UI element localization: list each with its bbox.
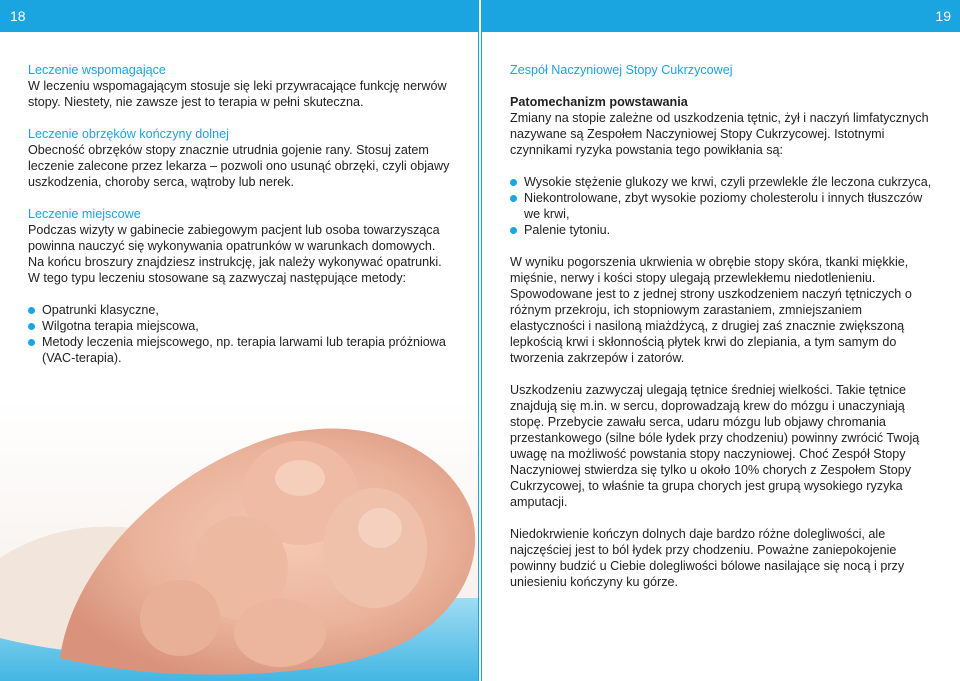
section-heading-swelling: Leczenie obrzęków kończyny dolnej bbox=[28, 127, 229, 141]
list-item: Wilgotna terapia miejscowa, bbox=[28, 318, 452, 334]
list-item: Wysokie stężenie glukozy we krwi, czyli przewlekle źle leczona cukrzyca, bbox=[510, 174, 934, 190]
list-item: Palenie tytoniu. bbox=[510, 222, 934, 238]
page-title: Zespół Naczyniowej Stopy Cukrzycowej bbox=[510, 63, 733, 77]
paragraph-1: W wyniku pogorszenia ukrwienia w obrębie stopy skóra, tkanki miękkie, mięśnie, nerwy i kości stopy ulegają przewlekłemu niedotlenieniu. Spowodowane jest to z jednej strony uszkodzeniem naczyń tętniczych o różnym przekroju, ich stopniowym zarastaniem, zmniejszaniem elastyczności i nasiloną miażdżycą, z drugiej zaś znacznie zwiększoną lepkością krwi i skłonnością płytek krwi do zlepiania, a tym samym do tworzenia zakrzepów i zatorów. bbox=[510, 255, 912, 365]
paragraph-3: Niedokrwienie kończyn dolnych daje bardzo różne dolegliwości, ale najczęściej jest to ból łydek przy chodzeniu. Poważne zaniepokojenie powinny budzić u Ciebie dolegliwości bólowe nasilające się nocą i przy uniesieniu kończyny ku górze. bbox=[510, 527, 905, 589]
section-heading-local: Leczenie miejscowe bbox=[28, 207, 141, 221]
intro-text: Zmiany na stopie zależne od uszkodzenia tętnic, żył i naczyń limfatycznych nazywane są Zespołem Naczyniowej Stopy Cukrzycowej. Istotnymi czynnikami ryzyka powstania tego powikłania są: bbox=[510, 111, 929, 157]
methods-list bbox=[28, 302, 452, 366]
section-text-supportive: W leczeniu wspomagającym stosuje się leki przywracające funkcję nerwów stopy. Niestety, nie zawsze jest to terapia w pełni skuteczna. bbox=[28, 79, 447, 109]
right-page bbox=[481, 0, 960, 681]
list-item: Metody leczenia miejscowego, np. terapia larwami lub terapia próżniowa (VAC-terapia). bbox=[28, 334, 452, 366]
left-page bbox=[0, 0, 479, 681]
list-item: Niekontrolowane, zbyt wysokie poziomy cholesterolu i innych tłuszczów we krwi, bbox=[510, 190, 934, 222]
right-page-number: 19 bbox=[935, 8, 951, 24]
risk-factors-list bbox=[510, 174, 934, 238]
right-page-body bbox=[510, 62, 934, 590]
left-page-number: 18 bbox=[10, 8, 26, 24]
right-page-header-bar bbox=[482, 0, 960, 32]
paragraph-2: Uszkodzeniu zazwyczaj ulegają tętnice średniej wielkości. Takie tętnice znajdują się m.in. w sercu, doprowadzają krew do mózgu i unaczyniają stopę. Przebycie zawału serca, udaru mózgu lub objawy chromania przestankowego (silne bóle łydek przy chodzeniu) powinny zwrócić Twoją uwagę na możliwość powstania stopy naczyniowej. Choć Zespół Stopy Naczyniowej stwierdza się tylko u około 10% chorych z Zespołem Stopy Cukrzycowej, to właśnie ta grupa chorych jest grupą wysokiego ryzyka amputacji. bbox=[510, 383, 920, 509]
left-page-header-bar bbox=[0, 0, 478, 32]
section-text-swelling: Obecność obrzęków stopy znacznie utrudnia gojenie rany. Stosuj zatem leczenie zalecone przez lekarza – pozwoli ono usunąć obrzęki, czyli objawy uszkodzenia, choroby serca, wątroby lub nerek. bbox=[28, 143, 450, 189]
list-item: Opatrunki klasyczne, bbox=[28, 302, 452, 318]
section-subheading: Patomechanizm powstawania bbox=[510, 95, 688, 109]
left-page-body bbox=[28, 62, 452, 366]
baby-foot-photo bbox=[0, 398, 478, 681]
section-heading-supportive: Leczenie wspomagające bbox=[28, 63, 166, 77]
section-text-local: Podczas wizyty w gabinecie zabiegowym pacjent lub osoba towarzysząca powinna nauczyć się wykonywania opatrunków w warunkach domowych. Na końcu broszury znajdziesz instrukcję, jak należy wykonywać opatrunki. W tego typu leczeniu stosowane są zazwyczaj następujące metody: bbox=[28, 223, 442, 285]
